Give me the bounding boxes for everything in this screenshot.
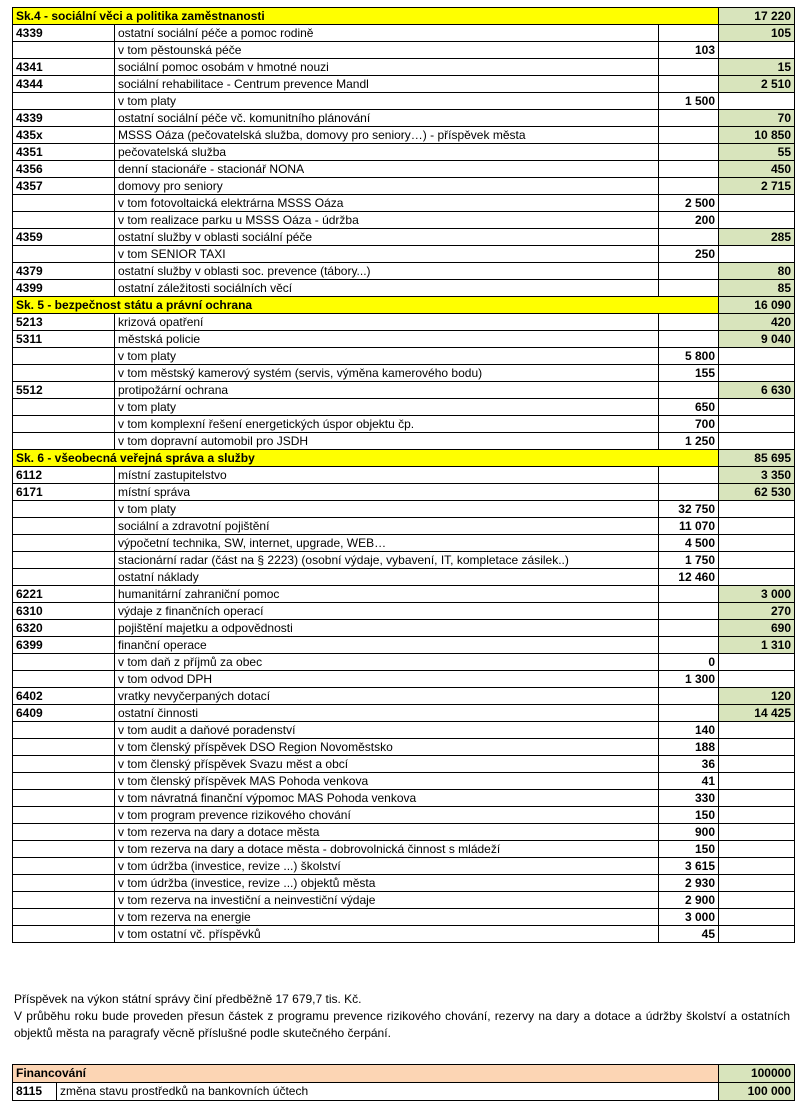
- item-amount: 2 715: [719, 178, 795, 195]
- item-amount: [719, 790, 795, 807]
- item-subamount: 3 615: [659, 858, 719, 875]
- item-amount: [719, 365, 795, 382]
- item-amount: [719, 42, 795, 59]
- item-subamount: 1 750: [659, 552, 719, 569]
- item-amount: 3 350: [719, 467, 795, 484]
- table-row: [13, 858, 795, 875]
- item-amount: 6 630: [719, 382, 795, 399]
- table-row: [13, 501, 795, 518]
- table-row: [13, 790, 795, 807]
- item-amount: [719, 739, 795, 756]
- table-row: [13, 263, 795, 280]
- table-row: [13, 212, 795, 229]
- table-row: [13, 161, 795, 178]
- item-label: ostatní sociální péče a pomoc rodině: [115, 25, 659, 42]
- item-label: ostatní služby v oblasti soc. prevence (tábory...): [115, 263, 659, 280]
- item-subamount: [659, 25, 719, 42]
- section-title: Sk. 6 - všeobecná veřejná správa a služby: [13, 450, 719, 467]
- item-label: ostatní sociální péče vč. komunitního plánování: [115, 110, 659, 127]
- budget-table-body: [13, 8, 795, 943]
- item-label: stacionární radar (část na § 2223) (osobní výdaje, vybavení, IT, kompletace zásilek..): [115, 552, 659, 569]
- item-label: humanitární zahraniční pomoc: [115, 586, 659, 603]
- item-amount: 70: [719, 110, 795, 127]
- paragraph-code: [13, 892, 115, 909]
- item-label: v tom městský kamerový systém (servis, výměna kamerového bodu): [115, 365, 659, 382]
- paragraph-code: 4339: [13, 25, 115, 42]
- item-amount: [719, 518, 795, 535]
- item-amount: [719, 892, 795, 909]
- paragraph-code: [13, 433, 115, 450]
- paragraph-code: [13, 348, 115, 365]
- item-label: sociální a zdravotní pojištění: [115, 518, 659, 535]
- table-row: [13, 569, 795, 586]
- paragraph-code: [13, 756, 115, 773]
- item-subamount: 45: [659, 926, 719, 943]
- paragraph-code: [13, 501, 115, 518]
- item-subamount: [659, 263, 719, 280]
- section-header-row: [13, 450, 795, 467]
- item-amount: [719, 399, 795, 416]
- item-label: v tom platy: [115, 399, 659, 416]
- item-label: v tom program prevence rizikového chování: [115, 807, 659, 824]
- paragraph-code: [13, 909, 115, 926]
- item-subamount: 188: [659, 739, 719, 756]
- item-subamount: [659, 229, 719, 246]
- item-label: v tom audit a daňové poradenství: [115, 722, 659, 739]
- table-row: [13, 773, 795, 790]
- item-amount: [719, 824, 795, 841]
- paragraph-code: [13, 416, 115, 433]
- item-label: v tom členský příspěvek MAS Pohoda venkova: [115, 773, 659, 790]
- table-row: [13, 909, 795, 926]
- item-label: v tom návratná finanční výpomoc MAS Pohoda venkova: [115, 790, 659, 807]
- table-row: [13, 280, 795, 297]
- item-subamount: [659, 144, 719, 161]
- table-row: [13, 518, 795, 535]
- item-amount: 420: [719, 314, 795, 331]
- table-row: [13, 195, 795, 212]
- section-title: Sk. 5 - bezpečnost státu a právní ochrana: [13, 297, 719, 314]
- item-amount: [719, 195, 795, 212]
- table-row: [13, 59, 795, 76]
- paragraph-code: [13, 365, 115, 382]
- item-subamount: [659, 127, 719, 144]
- item-label: sociální rehabilitace - Centrum prevence Mandl: [115, 76, 659, 93]
- item-label: v tom daň z příjmů za obec: [115, 654, 659, 671]
- paragraph-code: 4357: [13, 178, 115, 195]
- item-label: vratky nevyčerpaných dotací: [115, 688, 659, 705]
- item-subamount: 150: [659, 841, 719, 858]
- paragraph-code: 4341: [13, 59, 115, 76]
- item-amount: 62 530: [719, 484, 795, 501]
- item-subamount: [659, 331, 719, 348]
- table-row: [13, 178, 795, 195]
- paragraph-code: 4344: [13, 76, 115, 93]
- section-total: 85 695: [719, 450, 795, 467]
- item-subamount: 900: [659, 824, 719, 841]
- item-amount: [719, 722, 795, 739]
- item-subamount: [659, 178, 719, 195]
- item-label: ostatní záležitosti sociálních věcí: [115, 280, 659, 297]
- item-subamount: [659, 314, 719, 331]
- item-subamount: 103: [659, 42, 719, 59]
- paragraph-code: [13, 195, 115, 212]
- item-amount: 85: [719, 280, 795, 297]
- item-subamount: 2 930: [659, 875, 719, 892]
- paragraph-code: [13, 246, 115, 263]
- paragraph-code: [13, 739, 115, 756]
- financing-label: změna stavu prostředků na bankovních účtech: [57, 1083, 719, 1101]
- section-total: 17 220: [719, 8, 795, 25]
- section-header-row: [13, 297, 795, 314]
- item-amount: [719, 569, 795, 586]
- item-label: MSSS Oáza (pečovatelská služba, domovy pro seniory…) - příspěvek města: [115, 127, 659, 144]
- item-amount: [719, 671, 795, 688]
- paragraph-code: [13, 841, 115, 858]
- item-label: místní správa: [115, 484, 659, 501]
- item-subamount: 41: [659, 773, 719, 790]
- item-amount: [719, 909, 795, 926]
- item-subamount: 4 500: [659, 535, 719, 552]
- paragraph-code: [13, 552, 115, 569]
- item-amount: [719, 773, 795, 790]
- paragraph-code: 5213: [13, 314, 115, 331]
- section-title: Sk.4 - sociální věci a politika zaměstnanosti: [13, 8, 719, 25]
- item-subamount: [659, 620, 719, 637]
- paragraph-code: 4339: [13, 110, 115, 127]
- item-label: finanční operace: [115, 637, 659, 654]
- table-row: [13, 93, 795, 110]
- budget-table: [12, 7, 795, 943]
- item-label: městská policie: [115, 331, 659, 348]
- item-label: pečovatelská služba: [115, 144, 659, 161]
- table-row: [13, 365, 795, 382]
- item-label: v tom ostatní vč. příspěvků: [115, 926, 659, 943]
- table-row: [13, 552, 795, 569]
- item-label: v tom odvod DPH: [115, 671, 659, 688]
- table-row: [13, 620, 795, 637]
- table-row: [13, 229, 795, 246]
- paragraph-code: [13, 722, 115, 739]
- table-row: [13, 535, 795, 552]
- paragraph-code: [13, 518, 115, 535]
- item-subamount: [659, 603, 719, 620]
- item-amount: 10 850: [719, 127, 795, 144]
- table-row: [13, 433, 795, 450]
- table-row: [13, 76, 795, 93]
- item-amount: 3 000: [719, 586, 795, 603]
- item-amount: [719, 926, 795, 943]
- paragraph-code: [13, 773, 115, 790]
- item-label: pojištění majetku a odpovědnosti: [115, 620, 659, 637]
- paragraph-code: 435x: [13, 127, 115, 144]
- item-amount: [719, 858, 795, 875]
- item-subamount: 250: [659, 246, 719, 263]
- item-label: v tom komplexní řešení energetických úspor objektu čp.: [115, 416, 659, 433]
- table-row: [13, 382, 795, 399]
- item-amount: 120: [719, 688, 795, 705]
- item-label: ostatní služby v oblasti sociální péče: [115, 229, 659, 246]
- paragraph-code: 6112: [13, 467, 115, 484]
- paragraph-code: 6402: [13, 688, 115, 705]
- note-transfer: V průběhu roku bude proveden přesun částek z programu prevence rizikového chování, rezervy na dary a dotace a údržby školství a ostatních objektů města na paragrafy věcně příslušné podle skutečného čerpání.: [14, 1009, 790, 1040]
- item-amount: 14 425: [719, 705, 795, 722]
- item-amount: 450: [719, 161, 795, 178]
- item-amount: [719, 654, 795, 671]
- item-amount: [719, 501, 795, 518]
- section-header-row: [13, 8, 795, 25]
- item-subamount: [659, 59, 719, 76]
- item-subamount: 1 250: [659, 433, 719, 450]
- table-row: [13, 25, 795, 42]
- item-label: v tom rezerva na energie: [115, 909, 659, 926]
- item-subamount: 2 900: [659, 892, 719, 909]
- item-subamount: [659, 705, 719, 722]
- financing-title: Financování: [13, 1065, 719, 1083]
- paragraph-code: [13, 399, 115, 416]
- paragraph-code: 6399: [13, 637, 115, 654]
- item-subamount: [659, 161, 719, 178]
- item-amount: [719, 246, 795, 263]
- paragraph-code: [13, 93, 115, 110]
- item-label: v tom rezerva na dary a dotace města - dobrovolnická činnost s mládeží: [115, 841, 659, 858]
- table-row: [13, 314, 795, 331]
- item-amount: [719, 416, 795, 433]
- item-label: v tom pěstounská péče: [115, 42, 659, 59]
- table-row: [13, 705, 795, 722]
- item-subamount: [659, 467, 719, 484]
- table-row: [13, 246, 795, 263]
- item-label: krizová opatření: [115, 314, 659, 331]
- item-subamount: 140: [659, 722, 719, 739]
- financing-total: 100000: [719, 1065, 795, 1083]
- paragraph-code: 6310: [13, 603, 115, 620]
- item-label: domovy pro seniory: [115, 178, 659, 195]
- item-amount: 9 040: [719, 331, 795, 348]
- paragraph-code: [13, 654, 115, 671]
- table-row: [13, 671, 795, 688]
- section-total: 16 090: [719, 297, 795, 314]
- item-amount: [719, 807, 795, 824]
- item-subamount: [659, 280, 719, 297]
- item-subamount: [659, 76, 719, 93]
- table-row: [13, 416, 795, 433]
- paragraph-code: 5512: [13, 382, 115, 399]
- table-row: [13, 144, 795, 161]
- item-subamount: 12 460: [659, 569, 719, 586]
- paragraph-code: [13, 875, 115, 892]
- item-subamount: 32 750: [659, 501, 719, 518]
- item-label: výpočetní technika, SW, internet, upgrade, WEB…: [115, 535, 659, 552]
- paragraph-code: 4359: [13, 229, 115, 246]
- paragraph-code: 4356: [13, 161, 115, 178]
- item-amount: [719, 535, 795, 552]
- table-row: [13, 399, 795, 416]
- paragraph-code: [13, 569, 115, 586]
- item-label: v tom platy: [115, 501, 659, 518]
- table-row: [13, 637, 795, 654]
- item-label: výdaje z finančních operací: [115, 603, 659, 620]
- item-amount: [719, 875, 795, 892]
- item-subamount: [659, 637, 719, 654]
- table-row: [13, 926, 795, 943]
- table-row: [13, 875, 795, 892]
- table-row: [13, 722, 795, 739]
- table-row: [13, 807, 795, 824]
- item-subamount: [659, 586, 719, 603]
- item-label: ostatní činnosti: [115, 705, 659, 722]
- item-subamount: 5 800: [659, 348, 719, 365]
- item-amount: [719, 756, 795, 773]
- item-subamount: 200: [659, 212, 719, 229]
- item-subamount: 1 500: [659, 93, 719, 110]
- paragraph-code: 6221: [13, 586, 115, 603]
- paragraph-code: [13, 807, 115, 824]
- item-amount: 690: [719, 620, 795, 637]
- financing-amount: 100 000: [719, 1083, 795, 1101]
- item-amount: [719, 433, 795, 450]
- item-amount: 1 310: [719, 637, 795, 654]
- table-row: [13, 127, 795, 144]
- paragraph-code: 5311: [13, 331, 115, 348]
- item-amount: [719, 348, 795, 365]
- item-label: v tom členský příspěvek Svazu měst a obcí: [115, 756, 659, 773]
- table-row: [13, 331, 795, 348]
- item-amount: [719, 212, 795, 229]
- item-label: v tom platy: [115, 93, 659, 110]
- item-amount: [719, 93, 795, 110]
- table-row: [13, 467, 795, 484]
- paragraph-code: 6171: [13, 484, 115, 501]
- table-row: [13, 688, 795, 705]
- item-amount: [719, 841, 795, 858]
- item-amount: 80: [719, 263, 795, 280]
- item-label: protipožární ochrana: [115, 382, 659, 399]
- item-subamount: 11 070: [659, 518, 719, 535]
- item-amount: 55: [719, 144, 795, 161]
- financing-table: [12, 1064, 795, 1101]
- item-subamount: [659, 484, 719, 501]
- financing-row: [13, 1083, 795, 1101]
- paragraph-code: [13, 212, 115, 229]
- item-label: denní stacionáře - stacionář NONA: [115, 161, 659, 178]
- item-subamount: 155: [659, 365, 719, 382]
- table-row: [13, 654, 795, 671]
- financing-header-row: [13, 1065, 795, 1083]
- table-row: [13, 484, 795, 501]
- item-amount: 270: [719, 603, 795, 620]
- item-subamount: 1 300: [659, 671, 719, 688]
- item-subamount: 150: [659, 807, 719, 824]
- item-label: v tom realizace parku u MSSS Oáza - údržba: [115, 212, 659, 229]
- paragraph-code: [13, 671, 115, 688]
- table-row: [13, 756, 795, 773]
- table-row: [13, 841, 795, 858]
- item-amount: 105: [719, 25, 795, 42]
- paragraph-code: [13, 824, 115, 841]
- financing-code: 8115: [13, 1083, 57, 1101]
- paragraph-code: [13, 790, 115, 807]
- table-row: [13, 892, 795, 909]
- item-label: místní zastupitelstvo: [115, 467, 659, 484]
- item-subamount: [659, 110, 719, 127]
- notes: [14, 991, 790, 1042]
- item-subamount: 330: [659, 790, 719, 807]
- item-label: ostatní náklady: [115, 569, 659, 586]
- paragraph-code: [13, 858, 115, 875]
- item-amount: [719, 552, 795, 569]
- item-subamount: 650: [659, 399, 719, 416]
- paragraph-code: [13, 535, 115, 552]
- table-row: [13, 348, 795, 365]
- paragraph-code: 4399: [13, 280, 115, 297]
- item-subamount: 2 500: [659, 195, 719, 212]
- item-subamount: 3 000: [659, 909, 719, 926]
- paragraph-code: 6320: [13, 620, 115, 637]
- item-label: v tom SENIOR TAXI: [115, 246, 659, 263]
- item-subamount: 700: [659, 416, 719, 433]
- item-label: v tom rezerva na investiční a neinvestiční výdaje: [115, 892, 659, 909]
- table-row: [13, 824, 795, 841]
- item-label: v tom členský příspěvek DSO Region Novoměstsko: [115, 739, 659, 756]
- paragraph-code: [13, 42, 115, 59]
- item-amount: 15: [719, 59, 795, 76]
- paragraph-code: 4379: [13, 263, 115, 280]
- paragraph-code: 6409: [13, 705, 115, 722]
- table-row: [13, 110, 795, 127]
- paragraph-code: [13, 926, 115, 943]
- item-label: v tom fotovoltaická elektrárna MSSS Oáza: [115, 195, 659, 212]
- item-label: v tom rezerva na dary a dotace města: [115, 824, 659, 841]
- table-row: [13, 586, 795, 603]
- item-label: v tom údržba (investice, revize ...) objektů města: [115, 875, 659, 892]
- item-label: v tom údržba (investice, revize ...) školství: [115, 858, 659, 875]
- paragraph-code: 4351: [13, 144, 115, 161]
- table-row: [13, 42, 795, 59]
- item-amount: 285: [719, 229, 795, 246]
- table-row: [13, 603, 795, 620]
- item-amount: 2 510: [719, 76, 795, 93]
- item-subamount: [659, 688, 719, 705]
- item-label: sociální pomoc osobám v hmotné nouzi: [115, 59, 659, 76]
- item-subamount: 0: [659, 654, 719, 671]
- table-row: [13, 739, 795, 756]
- item-subamount: [659, 382, 719, 399]
- item-label: v tom platy: [115, 348, 659, 365]
- item-subamount: 36: [659, 756, 719, 773]
- note-state-contribution: Příspěvek na výkon státní správy činí předběžně 17 679,7 tis. Kč.: [14, 992, 362, 1006]
- item-label: v tom dopravní automobil pro JSDH: [115, 433, 659, 450]
